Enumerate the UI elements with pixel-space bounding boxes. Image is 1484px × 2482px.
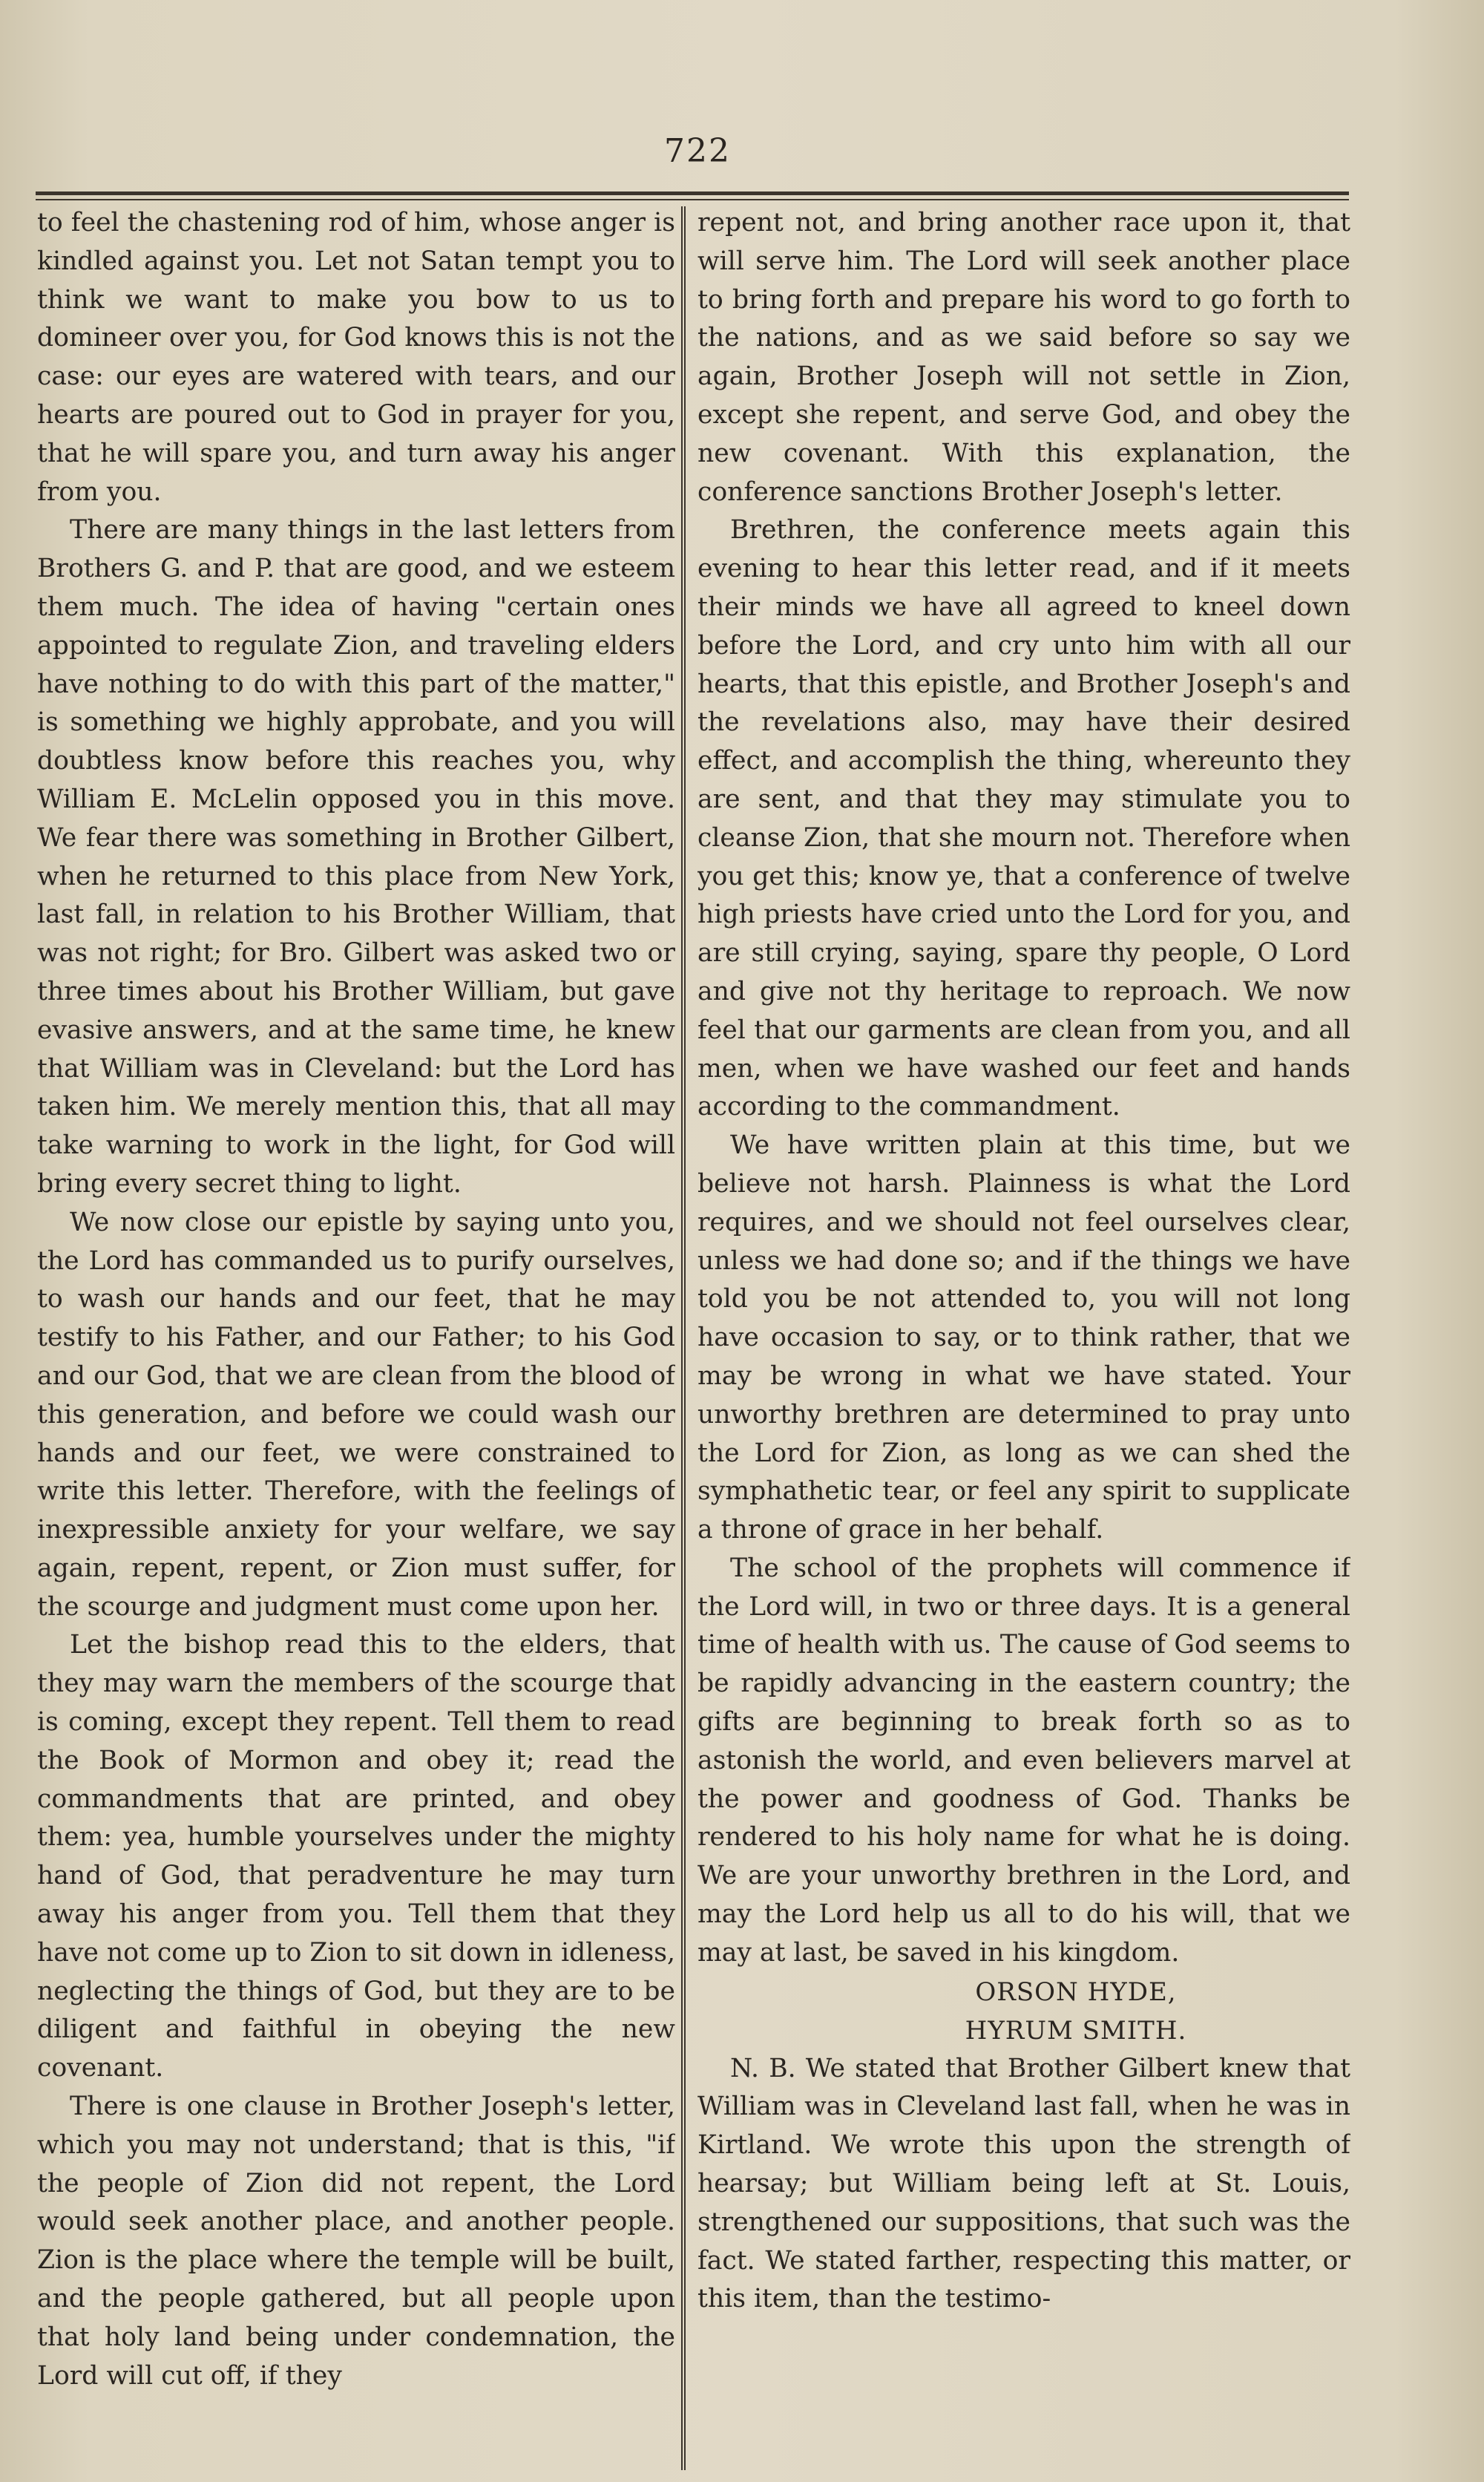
nota-bene-paragraph: N. B. We stated that Brother Gilbert knew that William was in Cleveland last fall, when he was in Kirtland. We wrote this upon the strength of hearsay; but William being left at St. Louis, strengthened our suppositions, that such was the fact. We stated farther, respecting this matter, or this item, than the testimo- [697,2053,1350,2314]
paragraph: Brethren, the conference meets again this evening to hear this letter read, and if it meets their minds we have all agreed to kneel down before the Lord, and cry unto him with all our hearts, that this epistle, and Brother Joseph's and the revelations also, may have their desired effect, and accomplish the thing, whereunto they are sent, and that they may stimulate you to cleanse Zion, that she mourn not. Therefore when you get this; know ye, that a conference of twelve high priests have cried unto the Lord for you, and are still crying, saying, spare thy people, O Lord and give not thy heritage to reproach. We now feel that our garments are clean from you, and all men, when we have washed our feet and hands according to the commandment. [697,515,1350,1122]
signature-block [697,1973,1350,2050]
header-rule-thin [36,199,1349,200]
page-number: 722 [664,132,731,170]
header-rule-thick [36,191,1349,195]
column-divider [681,206,686,2470]
paragraph: to feel the chastening rod of him, whose anger is kindled against you. Let not Satan tempt you to think we want to make you bow to us to domineer over you, for God knows this is not the case: our eyes are watered with tears, and our hearts are poured out to God in prayer for you, that he will spare you, and turn away his anger from you. [37,208,675,507]
left-column [37,204,675,2475]
signature-line: ORSON HYDE, [975,1977,1177,2007]
right-column [697,204,1350,2475]
paragraph: There are many things in the last letters from Brothers G. and P. that are good, and we esteem them much. The idea of having "certain ones appointed to regulate Zion, and traveling elders have nothing to do with this part of the matter," is something we highly approbate, and you will doubtless know before this reaches you, why William E. McLelin opposed you in this move. We fear there was something in Brother Gilbert, when he returned to this place from New York, last fall, in relation to his Brother William, that was not right; for Bro. Gilbert was asked two or three times about his Brother William, but gave evasive answers, and at the same time, he knew that William was in Cleveland: but the Lord has taken him. We merely mention this, that all may take warning to work in the light, for God will bring every secret thing to light. [37,515,675,1199]
paragraph: The school of the prophets will commence if the Lord will, in two or three days. It is a general time of health with us. The cause of God seems to be rapidly advancing in the eastern country; the gifts are beginning to break forth so as to astonish the world, and even believers marvel at the power and goodness of God. Thanks be rendered to his holy name for what he is doing. We are your unworthy brethren in the Lord, and may the Lord help us all to do his will, that we may at last, be saved in his kingdom. [697,1553,1350,1968]
paragraph: We have written plain at this time, but we believe not harsh. Plainness is what the Lord requires, and we should not feel ourselves clear, unless we had done so; and if the things we have told you be not attended to, you will not long have occasion to say, or to think rather, that we may be wrong in what we have stated. Your unworthy brethren are determined to pray unto the Lord for Zion, as long as we can shed the symphathetic tear, or feel any spirit to supplicate a throne of grace in her behalf. [697,1130,1350,1545]
paragraph: We now close our epistle by saying unto you, the Lord has commanded us to purify ourselves, to wash our hands and our feet, that he may testify to his Father, and our Father; to his God and our God, that we are clean from the blood of this generation, and before we could wash our hands and our feet, we were constrained to write this letter. Therefore, with the feelings of inexpressible anxiety for your welfare, we say again, repent, repent, or Zion must suffer, for the scourge and judgment must come upon her. [37,1207,675,1622]
paragraph: Let the bishop read this to the elders, that they may warn the members of the scourge that is coming, except they repent. Tell them to read the Book of Mormon and obey it; read the commandments that are printed, and obey them: yea, humble yourselves under the mighty hand of God, that peradventure he may turn away his anger from you. Tell them that they have not come up to Zion to sit down in idleness, neglecting the things of God, but they are to be diligent and faithful in obeying the new covenant. [37,1630,675,2083]
signature-line: HYRUM SMITH. [965,2015,1187,2046]
paragraph: repent not, and bring another race upon it, that will serve him. The Lord will seek another place to bring forth and prepare his word to go forth to the nations, and as we said before so say we again, Brother Joseph will not settle in Zion, except she repent, and serve God, and obey the new covenant. With this explanation, the conference sanctions Brother Joseph's letter. [697,208,1350,507]
paragraph: There is one clause in Brother Joseph's letter, which you may not understand; that is this, "if the people of Zion did not repent, the Lord would seek another place, and another people. Zion is the place where the temple will be built, and the people gathered, but all people upon that holy land being under condemnation, the Lord will cut off, if they [37,2092,675,2391]
